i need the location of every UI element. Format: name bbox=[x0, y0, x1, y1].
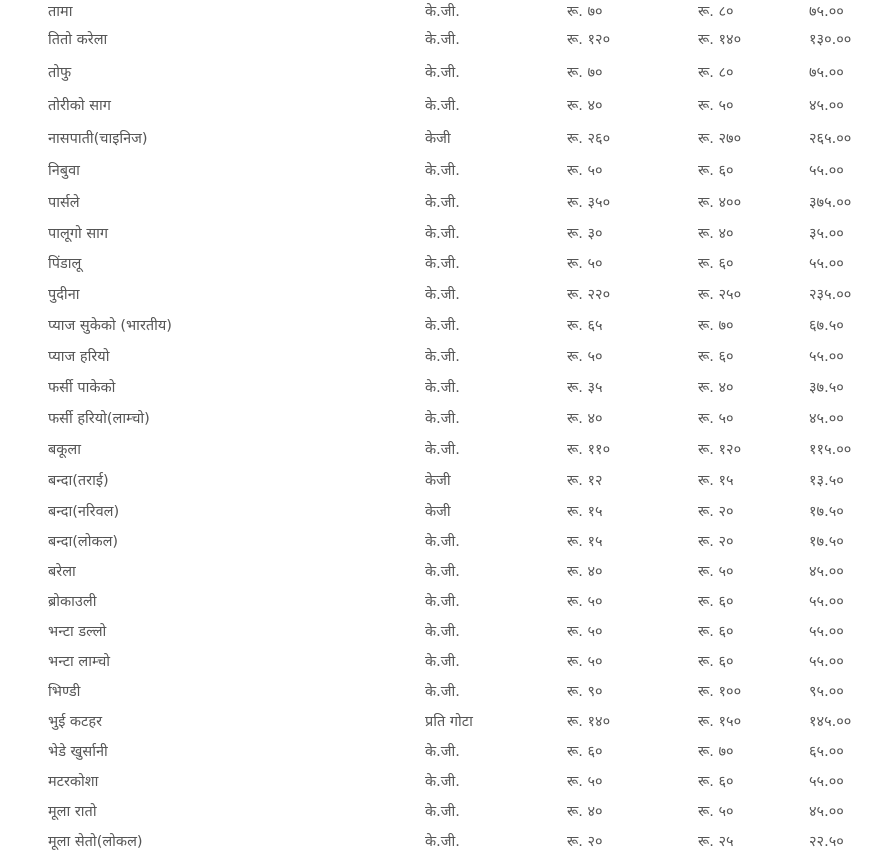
max-price-cell: रू. ४०० bbox=[698, 195, 742, 211]
avg-price-cell: ४५.०० bbox=[809, 804, 844, 820]
item-name-cell: पुदीना bbox=[48, 287, 80, 303]
avg-price-cell: ३५.०० bbox=[809, 226, 844, 242]
min-price-cell: रू. ५० bbox=[567, 163, 603, 179]
avg-price-cell: ७५.०० bbox=[809, 65, 844, 81]
max-price-cell: रू. ५० bbox=[698, 804, 734, 820]
table-row bbox=[0, 281, 869, 312]
table-row bbox=[0, 678, 869, 708]
avg-price-cell: ११५.०० bbox=[809, 442, 852, 458]
unit-cell: के.जी. bbox=[425, 4, 460, 20]
min-price-cell: रू. १५ bbox=[567, 504, 603, 520]
unit-cell: के.जी. bbox=[425, 32, 460, 48]
unit-cell: के.जी. bbox=[425, 411, 460, 427]
item-name-cell: भुई कटहर bbox=[48, 714, 102, 730]
unit-cell: के.जी. bbox=[425, 534, 460, 550]
table-row bbox=[0, 312, 869, 343]
min-price-cell: रू. २० bbox=[567, 834, 603, 850]
min-price-cell: रू. ५० bbox=[567, 654, 603, 670]
table-row bbox=[0, 618, 869, 648]
table-row bbox=[0, 157, 869, 189]
min-price-cell: रू. १२ bbox=[567, 473, 603, 489]
unit-cell: के.जी. bbox=[425, 256, 460, 272]
min-price-cell: रू. ६५ bbox=[567, 318, 603, 334]
max-price-cell: रू. ७० bbox=[698, 744, 734, 760]
min-price-cell: रू. ६० bbox=[567, 744, 603, 760]
avg-price-cell: ६५.०० bbox=[809, 744, 844, 760]
avg-price-cell: ४५.०० bbox=[809, 98, 844, 114]
avg-price-cell: २६५.०० bbox=[809, 131, 852, 147]
max-price-cell: रू. ६० bbox=[698, 256, 734, 272]
max-price-cell: रू. २५ bbox=[698, 834, 734, 850]
table-row bbox=[0, 91, 869, 124]
avg-price-cell: ५५.०० bbox=[809, 349, 844, 365]
table-row bbox=[0, 405, 869, 436]
table-row bbox=[0, 708, 869, 738]
avg-price-cell: १३०.०० bbox=[809, 32, 852, 48]
avg-price-cell: ५५.०० bbox=[809, 624, 844, 640]
item-name-cell: तितो करेला bbox=[48, 32, 108, 48]
table-row bbox=[0, 768, 869, 798]
max-price-cell: रू. २५० bbox=[698, 287, 742, 303]
avg-price-cell: १७.५० bbox=[809, 534, 844, 550]
avg-price-cell: ५५.०० bbox=[809, 163, 844, 179]
item-name-cell: तामा bbox=[48, 4, 73, 20]
item-name-cell: मूला रातो bbox=[48, 804, 97, 820]
avg-price-cell: ५५.०० bbox=[809, 774, 844, 790]
unit-cell: के.जी. bbox=[425, 98, 460, 114]
unit-cell: के.जी. bbox=[425, 594, 460, 610]
max-price-cell: रू. ५० bbox=[698, 98, 734, 114]
table-row bbox=[0, 436, 869, 467]
min-price-cell: रू. २२० bbox=[567, 287, 611, 303]
item-name-cell: मटरकोशा bbox=[48, 774, 99, 790]
item-name-cell: फर्सी पाकेको bbox=[48, 380, 116, 396]
avg-price-cell: ३७.५० bbox=[809, 380, 844, 396]
item-name-cell: भेडे खुर्सानी bbox=[48, 744, 108, 760]
item-name-cell: बन्दा(लोकल) bbox=[48, 534, 119, 550]
unit-cell: के.जी. bbox=[425, 654, 460, 670]
max-price-cell: रू. १५० bbox=[698, 714, 742, 730]
table-row bbox=[0, 124, 869, 157]
max-price-cell: रू. १०० bbox=[698, 684, 742, 700]
table-row bbox=[0, 798, 869, 828]
max-price-cell: रू. १५ bbox=[698, 473, 734, 489]
item-name-cell: पिंडालू bbox=[48, 256, 82, 272]
table-row bbox=[0, 828, 869, 858]
item-name-cell: तोफु bbox=[48, 65, 72, 81]
max-price-cell: रू. ६० bbox=[698, 654, 734, 670]
table-row bbox=[0, 738, 869, 768]
unit-cell: के.जी. bbox=[425, 226, 460, 242]
item-name-cell: पालूगो साग bbox=[48, 226, 109, 242]
item-name-cell: तोरीको साग bbox=[48, 98, 111, 114]
unit-cell: के.जी. bbox=[425, 744, 460, 760]
max-price-cell: रू. १२० bbox=[698, 442, 742, 458]
item-name-cell: ब्रोकाउली bbox=[48, 594, 97, 610]
table-row bbox=[0, 343, 869, 374]
table-row bbox=[0, 528, 869, 558]
table-row bbox=[0, 250, 869, 281]
unit-cell: के.जी. bbox=[425, 624, 460, 640]
unit-cell: के.जी. bbox=[425, 163, 460, 179]
avg-price-cell: १७.५० bbox=[809, 504, 844, 520]
unit-cell: के.जी. bbox=[425, 804, 460, 820]
min-price-cell: रू. ३० bbox=[567, 226, 603, 242]
avg-price-cell: ९५.०० bbox=[809, 684, 844, 700]
max-price-cell: रू. ६० bbox=[698, 349, 734, 365]
unit-cell: के.जी. bbox=[425, 834, 460, 850]
table-row bbox=[0, 25, 869, 58]
item-name-cell: भिण्डी bbox=[48, 684, 81, 700]
max-price-cell: रू. ६० bbox=[698, 594, 734, 610]
min-price-cell: रू. १४० bbox=[567, 714, 611, 730]
max-price-cell: रू. ६० bbox=[698, 163, 734, 179]
item-name-cell: फर्सी हरियो(लाम्चो) bbox=[48, 411, 150, 427]
max-price-cell: रू. ६० bbox=[698, 624, 734, 640]
item-name-cell: बन्दा(तराई) bbox=[48, 473, 109, 489]
table-row bbox=[0, 467, 869, 498]
table-row bbox=[0, 498, 869, 528]
table-row bbox=[0, 189, 869, 220]
min-price-cell: रू. ९० bbox=[567, 684, 603, 700]
table-row bbox=[0, 0, 869, 25]
min-price-cell: रू. ५० bbox=[567, 624, 603, 640]
table-row bbox=[0, 58, 869, 91]
unit-cell: केजी bbox=[425, 473, 451, 489]
item-name-cell: भन्टा डल्लो bbox=[48, 624, 107, 640]
avg-price-cell: ६७.५० bbox=[809, 318, 844, 334]
unit-cell: के.जी. bbox=[425, 774, 460, 790]
max-price-cell: रू. ५० bbox=[698, 411, 734, 427]
max-price-cell: रू. २० bbox=[698, 534, 734, 550]
max-price-cell: रू. २० bbox=[698, 504, 734, 520]
item-name-cell: बरेला bbox=[48, 564, 76, 580]
table-row bbox=[0, 588, 869, 618]
avg-price-cell: ७५.०० bbox=[809, 4, 844, 20]
avg-price-cell: ५५.०० bbox=[809, 256, 844, 272]
max-price-cell: रू. ५० bbox=[698, 564, 734, 580]
min-price-cell: रू. २६० bbox=[567, 131, 611, 147]
avg-price-cell: २३५.०० bbox=[809, 287, 852, 303]
unit-cell: के.जी. bbox=[425, 380, 460, 396]
max-price-cell: रू. ८० bbox=[698, 65, 734, 81]
avg-price-cell: ५५.०० bbox=[809, 594, 844, 610]
table-row bbox=[0, 220, 869, 250]
min-price-cell: रू. ३५० bbox=[567, 195, 611, 211]
item-name-cell: निबुवा bbox=[48, 163, 80, 179]
unit-cell: के.जी. bbox=[425, 65, 460, 81]
min-price-cell: रू. १२० bbox=[567, 32, 611, 48]
item-name-cell: भन्टा लाम्चो bbox=[48, 654, 111, 670]
min-price-cell: रू. ४० bbox=[567, 804, 603, 820]
min-price-cell: रू. १५ bbox=[567, 534, 603, 550]
avg-price-cell: ४५.०० bbox=[809, 564, 844, 580]
min-price-cell: रू. ४० bbox=[567, 564, 603, 580]
table-row bbox=[0, 374, 869, 405]
unit-cell: के.जी. bbox=[425, 195, 460, 211]
max-price-cell: रू. ४० bbox=[698, 226, 734, 242]
item-name-cell: प्याज हरियो bbox=[48, 349, 110, 365]
avg-price-cell: १४५.०० bbox=[809, 714, 852, 730]
table-row bbox=[0, 648, 869, 678]
unit-cell: प्रति गोटा bbox=[425, 714, 473, 730]
unit-cell: केजी bbox=[425, 131, 451, 147]
min-price-cell: रू. ४० bbox=[567, 411, 603, 427]
max-price-cell: रू. ४० bbox=[698, 380, 734, 396]
min-price-cell: रू. ४० bbox=[567, 98, 603, 114]
min-price-cell: रू. ५० bbox=[567, 349, 603, 365]
item-name-cell: मूला सेतो(लोकल) bbox=[48, 834, 143, 850]
max-price-cell: रू. १४० bbox=[698, 32, 742, 48]
avg-price-cell: ३७५.०० bbox=[809, 195, 852, 211]
table-row bbox=[0, 558, 869, 588]
unit-cell: के.जी. bbox=[425, 349, 460, 365]
item-name-cell: बकूला bbox=[48, 442, 82, 458]
item-name-cell: पार्सले bbox=[48, 195, 80, 211]
avg-price-cell: १३.५० bbox=[809, 473, 844, 489]
item-name-cell: प्याज सुकेको (भारतीय) bbox=[48, 318, 172, 334]
min-price-cell: रू. ३५ bbox=[567, 380, 603, 396]
unit-cell: के.जी. bbox=[425, 564, 460, 580]
unit-cell: केजी bbox=[425, 504, 451, 520]
max-price-cell: रू. ६० bbox=[698, 774, 734, 790]
max-price-cell: रू. ७० bbox=[698, 318, 734, 334]
avg-price-cell: ५५.०० bbox=[809, 654, 844, 670]
min-price-cell: रू. ११० bbox=[567, 442, 611, 458]
min-price-cell: रू. ७० bbox=[567, 4, 603, 20]
avg-price-cell: २२.५० bbox=[809, 834, 844, 850]
unit-cell: के.जी. bbox=[425, 287, 460, 303]
unit-cell: के.जी. bbox=[425, 442, 460, 458]
min-price-cell: रू. ५० bbox=[567, 256, 603, 272]
item-name-cell: बन्दा(नरिवल) bbox=[48, 504, 120, 520]
min-price-cell: रू. ५० bbox=[567, 774, 603, 790]
min-price-cell: रू. ७० bbox=[567, 65, 603, 81]
item-name-cell: नासपाती(चाइनिज) bbox=[48, 131, 148, 147]
avg-price-cell: ४५.०० bbox=[809, 411, 844, 427]
max-price-cell: रू. ८० bbox=[698, 4, 734, 20]
unit-cell: के.जी. bbox=[425, 318, 460, 334]
unit-cell: के.जी. bbox=[425, 684, 460, 700]
min-price-cell: रू. ५० bbox=[567, 594, 603, 610]
max-price-cell: रू. २७० bbox=[698, 131, 742, 147]
